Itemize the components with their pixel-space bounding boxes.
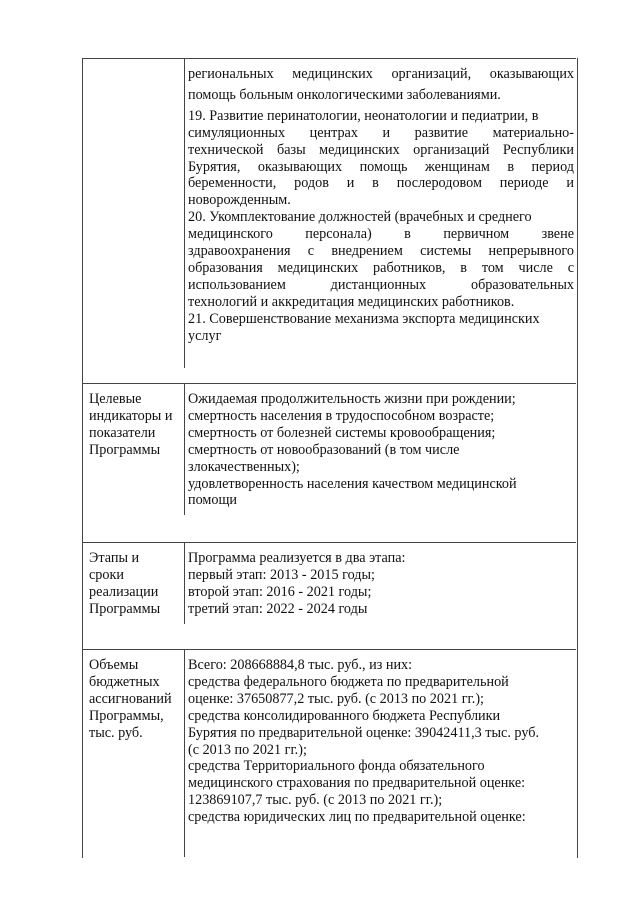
text-line: 123869107,7 тыс. руб. (с 2013 по 2021 гг.); [188,792,443,809]
text-line: средства консолидированного бюджета Республики [188,707,501,724]
label-line: индикаторы и [89,407,173,424]
text-line: образования медицинских работников, в том числе с [188,259,574,276]
text-line: второй этап: 2016 - 2021 годы; [188,583,372,600]
text-line: новорожденным. [188,192,291,209]
text-line: региональных медицинских организаций, оказывающих [188,66,574,82]
row3-content [188,550,574,618]
table-border-top [82,58,576,59]
text-line: третий этап: 2022 - 2024 годы [188,600,368,617]
text-line: средства федерального бюджета по предварительной [188,673,509,690]
text-line: Бурятия по предварительной оценке: 39042411,3 тыс. руб. [188,724,540,741]
text-line: услуг [188,327,222,344]
row1-content [188,66,574,345]
text-line: оценке: 37650877,2 тыс. руб. (с 2013 по 2021 гг.); [188,690,484,707]
text-line: здравоохранения с внедрением системы непрерывного [188,243,574,260]
label-line: тыс. руб. [89,724,143,741]
column-divider [184,542,185,624]
text-line: медицинского страхования по предварительной оценке: [188,775,526,792]
text-line: помощи [188,492,238,509]
text-line: средства юридических лиц по предварительной оценке: [188,809,526,826]
column-divider [184,649,185,857]
text-line: Программа реализуется в два этапа: [188,550,406,566]
text-line: 20. Укомплектование должностей (врачебных и среднего [188,209,532,226]
text-line: помощь больным онкологическими заболеваниями. [188,86,501,103]
text-line: симуляционных центрах и развитие материально- [188,124,574,141]
text-line: смертность от болезней системы кровообращения; [188,424,496,441]
text-line: (с 2013 по 2021 гг.); [188,741,307,758]
text-line: беременности, родов и в послеродовом периоде и [188,175,574,192]
label-line: реализации [89,583,159,600]
text-line: медицинского персонала) в первичном звене [188,226,574,243]
text-line: Всего: 208668884,8 тыс. руб., из них: [188,657,413,673]
label-line: Этапы и [89,550,140,566]
label-line: Программы, [89,707,164,724]
text-line: Ожидаемая продолжительность жизни при рождении; [188,391,516,407]
text-line: удовлетворенность населения качеством медицинской [188,475,517,492]
row-divider [82,649,576,650]
text-line: 19. Развитие перинатологии, неонатологии и педиатрии, в [188,107,539,124]
row4-label [89,657,181,742]
text-line: средства Территориального фонда обязательного [188,758,485,775]
label-line: Целевые [89,391,142,407]
label-line: Программы [89,441,161,458]
text-line: Бурятия, оказывающих помощь женщинам в период [188,158,574,175]
row2-content [188,391,574,509]
label-line: Программы [89,600,161,617]
label-line: показатели [89,424,156,441]
text-line: злокачественных); [188,458,300,475]
text-line: технологий и аккредитация медицинских работников. [188,293,515,310]
row3-label [89,550,181,618]
row-divider [82,383,576,384]
text-line: использованием дистанционных образовательных [188,276,574,293]
text-line: смертность населения в трудоспособном возрасте; [188,407,495,424]
text-line: 21. Совершенствование механизма экспорта медицинских [188,310,540,327]
label-line: бюджетных [89,673,160,690]
row2-label [89,391,181,459]
text-line: технической базы медицинских организаций Республики [188,141,574,158]
column-divider [184,383,185,515]
text-line: смертность от новообразований (в том числе [188,441,460,458]
label-line: ассигнований [89,690,172,707]
row-divider [82,542,576,543]
row4-content [188,657,574,826]
column-divider [184,58,185,368]
label-line: сроки [89,566,124,583]
text-line: первый этап: 2013 - 2015 годы; [188,566,375,583]
label-line: Объемы [89,657,139,673]
